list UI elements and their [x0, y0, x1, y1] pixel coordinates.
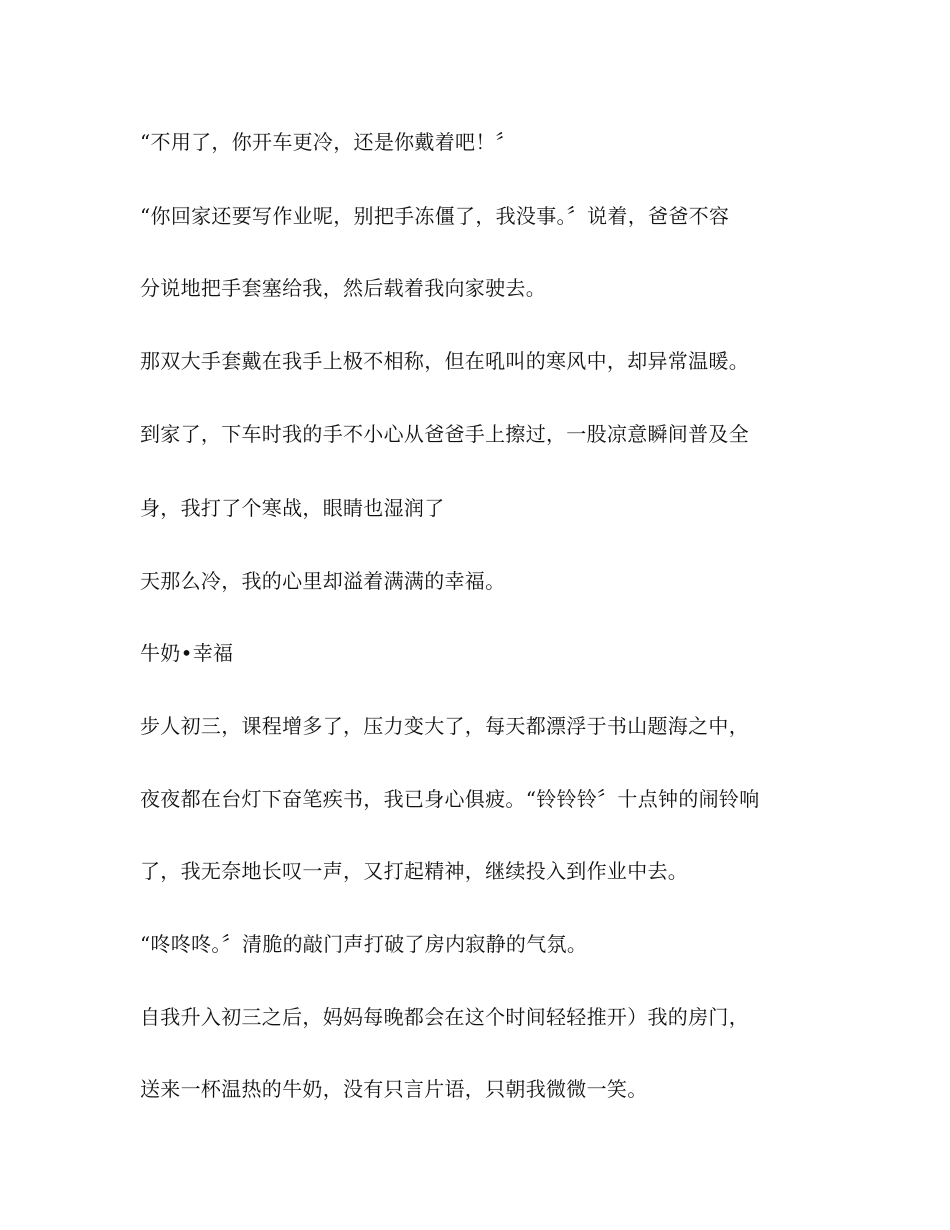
text-line: 自我升入初三之后，妈妈每晚都会在这个时间轻轻推开）我的房门， — [140, 1005, 749, 1029]
text-line: 了，我无奈地长叹一声，又打起精神，继续投入到作业中去。 — [140, 859, 689, 883]
text-line: 天那么冷，我的心里却溢着满满的幸福。 — [140, 569, 506, 593]
text-line: “你回家还要写作业呢，别把手冻僵了，我没事。〞说着，爸爸不容 — [140, 204, 730, 228]
text-line: “不用了，你开车更冷，还是你戴着吧！〞 — [140, 130, 516, 154]
text-line: 分说地把手套塞给我，然后载着我向家驶去。 — [140, 276, 546, 300]
text-line: 那双大手套戴在我手上极不相称，但在吼叫的寒风中，却异常温暖。 — [140, 349, 749, 373]
text-line: 身，我打了个寒战，眼睛也湿润了 — [140, 496, 445, 520]
text-line: 送来一杯温热的牛奶，没有只言片语，只朝我微微一笑。 — [140, 1077, 648, 1101]
text-line: “咚咚咚。〞清脆的敲门声打破了房内寂静的气氛。 — [140, 932, 588, 956]
text-line: 到家了，下车时我的手不小心从爸爸手上擦过，一股凉意瞬间普及全 — [140, 422, 749, 446]
text-line: 夜夜都在台灯下奋笔疾书，我已身心俱疲。“铃铃铃〞十点钟的闹铃响 — [140, 787, 760, 811]
text-line: 步人初三，课程增多了，压力变大了，每天都漂浮于书山题海之中， — [140, 714, 749, 738]
section-heading: 牛奶•幸福 — [140, 641, 234, 665]
